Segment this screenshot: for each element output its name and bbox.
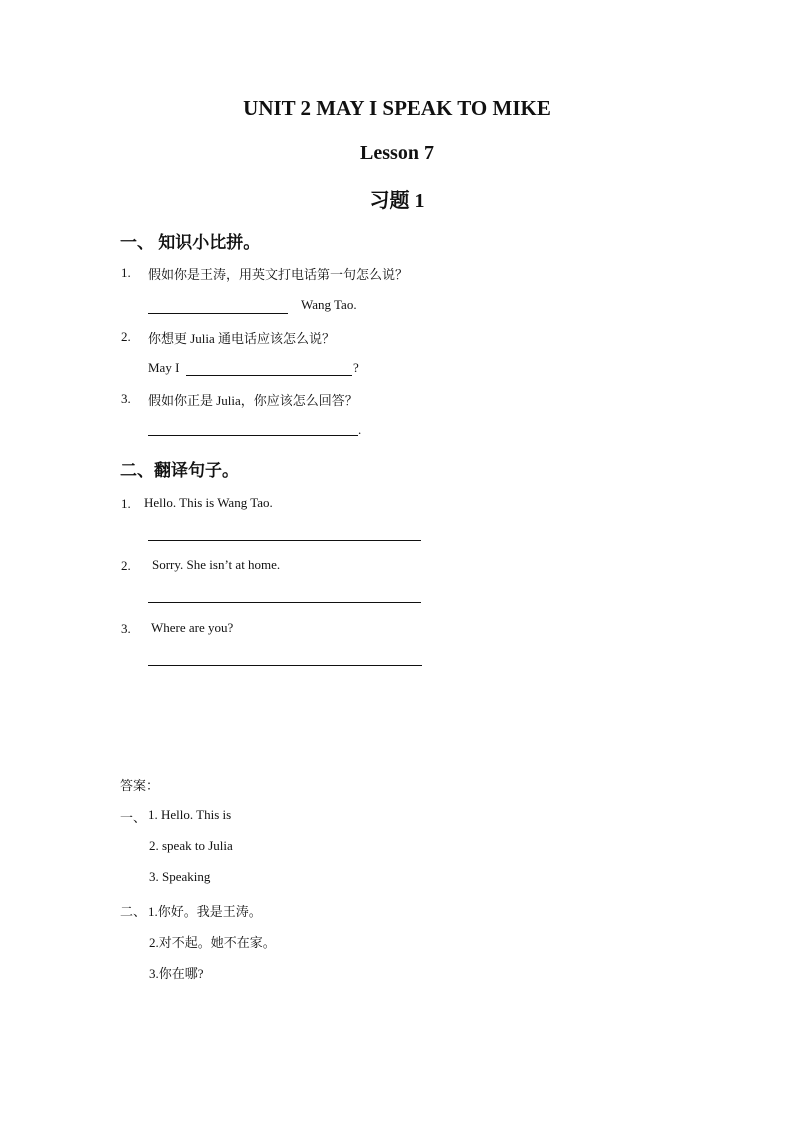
answer-item: 3. Speaking	[149, 869, 211, 884]
question-number: 2.	[121, 558, 131, 573]
answer-item: 1.你好。我是王涛。	[148, 904, 262, 919]
answer-item: 2. speak to Julia	[149, 838, 233, 853]
answer-item: 1. Hello. This is	[148, 807, 232, 822]
answer-blank[interactable]	[148, 540, 421, 541]
question-number: 3.	[121, 391, 131, 406]
exercise-title: 习题 1	[369, 190, 425, 212]
lesson-title: Lesson 7	[360, 142, 434, 164]
question-text: 假如你是王涛，用英文打电话第一句怎么说？	[148, 267, 409, 282]
answer-blank[interactable]	[148, 313, 288, 314]
answer-prefix: May I	[148, 360, 180, 375]
answer-blank[interactable]	[186, 375, 352, 376]
answers-part2-prefix: 二、	[120, 904, 147, 919]
answer-suffix: .	[358, 422, 362, 437]
answer-suffix: Wang Tao.	[301, 297, 357, 312]
answer-blank[interactable]	[148, 602, 421, 603]
section1-heading: 一、 知识小比拼。	[120, 233, 261, 252]
question-number: 1.	[121, 496, 131, 511]
answers-part1-prefix: 一、	[120, 810, 147, 825]
question-text: 你想更 Julia 通电话应该怎么说？	[148, 331, 336, 346]
answer-item: 2.对不起。她不在家。	[149, 935, 276, 950]
answer-blank[interactable]	[148, 665, 422, 666]
question-text: Sorry. She isn’t at home.	[152, 557, 281, 572]
question-text: Where are you?	[151, 620, 234, 635]
question-number: 3.	[121, 621, 131, 636]
section2-heading: 二、翻译句子。	[120, 461, 239, 480]
answer-blank[interactable]	[148, 435, 358, 436]
answer-item: 3.你在哪?	[149, 966, 204, 981]
unit-title: UNIT 2 MAY I SPEAK TO MIKE	[243, 96, 551, 120]
question-number: 1.	[121, 265, 131, 280]
question-number: 2.	[121, 329, 131, 344]
question-text: 假如你正是 Julia，你应该怎么回答？	[148, 393, 358, 408]
question-text: Hello. This is Wang Tao.	[144, 495, 273, 510]
answers-label: 答案：	[120, 778, 160, 793]
answer-suffix: ?	[353, 360, 359, 375]
